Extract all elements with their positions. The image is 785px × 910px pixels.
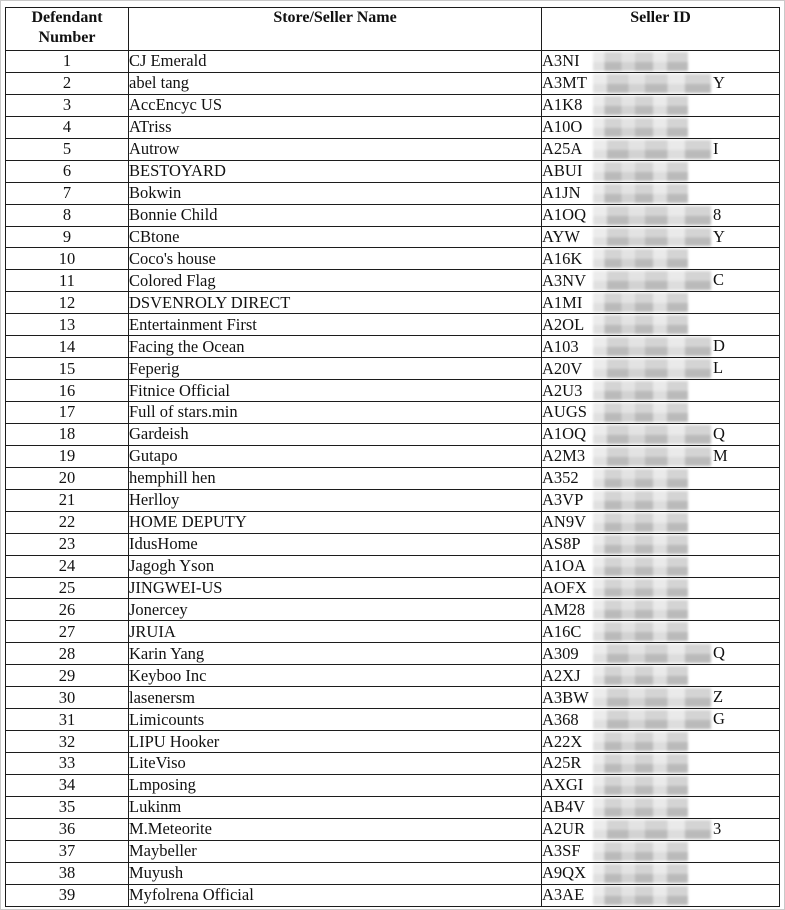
store-seller-name: HOME DEPUTY: [129, 511, 542, 533]
seller-id-visible: A3NI: [542, 51, 580, 71]
defendants-table: [5, 7, 780, 907]
redaction-blur: [593, 535, 688, 554]
table-row: [6, 314, 780, 336]
redaction-blur: [593, 403, 688, 422]
table-row: [6, 226, 780, 248]
defendant-number: 19: [6, 445, 129, 467]
seller-id-tail: 3: [713, 818, 722, 838]
seller-id-cell: [542, 840, 780, 862]
store-seller-name: JRUIA: [129, 621, 542, 643]
table-row: [6, 577, 780, 599]
store-seller-name: Entertainment First: [129, 314, 542, 336]
defendant-number: 37: [6, 840, 129, 862]
seller-id-cell: [542, 643, 780, 665]
seller-id-visible: AUGS: [542, 402, 587, 422]
header-store-seller-name: Store/Seller Name: [129, 8, 542, 51]
seller-id-visible: A309: [542, 643, 579, 663]
table-row: [6, 72, 780, 94]
table-row: [6, 884, 780, 906]
seller-id-cell: [542, 555, 780, 577]
table-row: [6, 665, 780, 687]
defendant-number: 29: [6, 665, 129, 687]
seller-id-tail: L: [713, 358, 724, 378]
seller-id-cell: [542, 51, 780, 73]
seller-id-cell: [542, 182, 780, 204]
seller-id-visible: A1MI: [542, 292, 583, 312]
store-seller-name: Gutapo: [129, 445, 542, 467]
seller-id-cell: [542, 423, 780, 445]
seller-id-visible: A103: [542, 336, 579, 356]
table-row: [6, 402, 780, 424]
seller-id-visible: A1JN: [542, 183, 581, 203]
store-seller-name: Jonercey: [129, 599, 542, 621]
seller-id-tail: 8: [713, 204, 722, 224]
seller-id-visible: AN9V: [542, 512, 586, 532]
redaction-blur: [593, 710, 711, 729]
defendant-number: 12: [6, 292, 129, 314]
seller-id-cell: [542, 489, 780, 511]
defendant-number: 16: [6, 380, 129, 402]
store-seller-name: JINGWEI-US: [129, 577, 542, 599]
redaction-blur: [593, 842, 688, 861]
redaction-blur: [593, 864, 688, 883]
store-seller-name: Colored Flag: [129, 270, 542, 292]
redaction-blur: [593, 754, 688, 773]
defendant-number: 36: [6, 818, 129, 840]
store-seller-name: ATriss: [129, 116, 542, 138]
seller-id-visible: A2XJ: [542, 665, 581, 685]
header-row: [6, 8, 780, 51]
table-row: [6, 380, 780, 402]
seller-id-visible: A3VP: [542, 490, 584, 510]
store-seller-name: Lukinm: [129, 796, 542, 818]
seller-id-visible: A22X: [542, 731, 583, 751]
seller-id-visible: A3AE: [542, 885, 585, 905]
store-seller-name: Bonnie Child: [129, 204, 542, 226]
seller-id-cell: [542, 862, 780, 884]
table-row: [6, 687, 780, 709]
redaction-blur: [593, 666, 688, 685]
seller-id-cell: [542, 511, 780, 533]
store-seller-name: Feperig: [129, 358, 542, 380]
seller-id-cell: [542, 72, 780, 94]
store-seller-name: Bokwin: [129, 182, 542, 204]
defendant-number: 27: [6, 621, 129, 643]
defendant-number: 39: [6, 884, 129, 906]
store-seller-name: hemphill hen: [129, 467, 542, 489]
seller-id-cell: [542, 621, 780, 643]
seller-id-visible: A2OL: [542, 314, 585, 334]
seller-id-tail: M: [713, 445, 728, 465]
table-body: [6, 51, 780, 907]
store-seller-name: Keyboo Inc: [129, 665, 542, 687]
seller-id-cell: [542, 884, 780, 906]
table-row: [6, 358, 780, 380]
redaction-blur: [593, 52, 688, 71]
redaction-blur: [593, 140, 711, 159]
defendant-number: 35: [6, 796, 129, 818]
redaction-blur: [593, 271, 711, 290]
store-seller-name: Gardeish: [129, 423, 542, 445]
redaction-blur: [593, 96, 688, 115]
defendant-number: 23: [6, 533, 129, 555]
defendant-number: 25: [6, 577, 129, 599]
table-row: [6, 182, 780, 204]
redaction-blur: [593, 622, 688, 641]
defendant-number: 31: [6, 709, 129, 731]
defendant-number: 7: [6, 182, 129, 204]
table-row: [6, 818, 780, 840]
seller-id-cell: [542, 160, 780, 182]
redaction-blur: [593, 228, 711, 247]
seller-id-visible: A10O: [542, 117, 583, 137]
defendant-number: 30: [6, 687, 129, 709]
defendant-number: 34: [6, 774, 129, 796]
defendant-number: 13: [6, 314, 129, 336]
seller-id-tail: G: [713, 709, 725, 729]
seller-id-tail: Y: [713, 226, 725, 246]
seller-id-cell: [542, 116, 780, 138]
seller-id-visible: ABUI: [542, 161, 583, 181]
store-seller-name: BESTOYARD: [129, 160, 542, 182]
seller-id-visible: AYW: [542, 226, 580, 246]
store-seller-name: Autrow: [129, 138, 542, 160]
seller-id-tail: Z: [713, 687, 724, 707]
seller-id-visible: A368: [542, 709, 579, 729]
seller-id-cell: [542, 292, 780, 314]
table-row: [6, 753, 780, 775]
defendant-number: 2: [6, 72, 129, 94]
table-row: [6, 796, 780, 818]
table-row: [6, 709, 780, 731]
seller-id-visible: A3BW: [542, 687, 589, 707]
seller-id-visible: AB4V: [542, 797, 586, 817]
table-row: [6, 270, 780, 292]
table-row: [6, 555, 780, 577]
redaction-blur: [593, 337, 711, 356]
store-seller-name: CBtone: [129, 226, 542, 248]
seller-id-visible: A3MT: [542, 73, 587, 93]
table-row: [6, 643, 780, 665]
store-seller-name: DSVENROLY DIRECT: [129, 292, 542, 314]
defendant-number: 21: [6, 489, 129, 511]
seller-id-cell: [542, 402, 780, 424]
table-row: [6, 94, 780, 116]
defendant-number: 33: [6, 753, 129, 775]
seller-id-visible: A16K: [542, 248, 583, 268]
seller-id-cell: [542, 94, 780, 116]
store-seller-name: Muyush: [129, 862, 542, 884]
store-seller-name: Limicounts: [129, 709, 542, 731]
seller-id-cell: [542, 204, 780, 226]
redaction-blur: [593, 381, 688, 400]
seller-id-cell: [542, 665, 780, 687]
defendant-number: 38: [6, 862, 129, 884]
store-seller-name: Facing the Ocean: [129, 336, 542, 358]
store-seller-name: Karin Yang: [129, 643, 542, 665]
defendant-number: 32: [6, 731, 129, 753]
store-seller-name: CJ Emerald: [129, 51, 542, 73]
seller-id-tail: Y: [713, 72, 725, 92]
defendant-number: 17: [6, 402, 129, 424]
defendant-number: 3: [6, 94, 129, 116]
seller-id-tail: D: [713, 336, 725, 356]
table-row: [6, 292, 780, 314]
defendant-number: 11: [6, 270, 129, 292]
defendant-number: 6: [6, 160, 129, 182]
header-seller-id: Seller ID: [542, 8, 780, 51]
defendant-number: 1: [6, 51, 129, 73]
seller-id-visible: A1OA: [542, 556, 586, 576]
seller-id-cell: [542, 709, 780, 731]
store-seller-name: Full of stars.min: [129, 402, 542, 424]
seller-id-cell: [542, 226, 780, 248]
redaction-blur: [593, 886, 688, 905]
store-seller-name: lasenersm: [129, 687, 542, 709]
seller-id-cell: [542, 533, 780, 555]
table-row: [6, 533, 780, 555]
table-row: [6, 467, 780, 489]
seller-id-visible: A1OQ: [542, 424, 586, 444]
defendant-number: 24: [6, 555, 129, 577]
store-seller-name: Fitnice Official: [129, 380, 542, 402]
table-row: [6, 248, 780, 270]
redaction-blur: [593, 644, 711, 663]
seller-id-tail: Q: [713, 423, 725, 443]
table-row: [6, 489, 780, 511]
seller-id-visible: A25R: [542, 753, 582, 773]
store-seller-name: Lmposing: [129, 774, 542, 796]
table-row: [6, 731, 780, 753]
table-row: [6, 511, 780, 533]
redaction-blur: [593, 359, 711, 378]
store-seller-name: LIPU Hooker: [129, 731, 542, 753]
defendant-number: 5: [6, 138, 129, 160]
seller-id-visible: A20V: [542, 358, 583, 378]
seller-id-visible: A9QX: [542, 863, 586, 883]
seller-id-visible: A3NV: [542, 270, 586, 290]
seller-id-visible: A3SF: [542, 841, 581, 861]
seller-id-tail: I: [713, 138, 719, 158]
seller-id-cell: [542, 445, 780, 467]
table-row: [6, 336, 780, 358]
table-row: [6, 116, 780, 138]
table-row: [6, 599, 780, 621]
table-row: [6, 774, 780, 796]
redaction-blur: [593, 776, 688, 795]
defendant-number: 9: [6, 226, 129, 248]
seller-id-cell: [542, 336, 780, 358]
header-defendant-number: Defendant Number: [6, 8, 129, 51]
table-row: [6, 445, 780, 467]
redaction-blur: [593, 315, 688, 334]
seller-id-cell: [542, 467, 780, 489]
redaction-blur: [593, 162, 688, 181]
redaction-blur: [593, 469, 688, 488]
seller-id-cell: [542, 796, 780, 818]
seller-id-cell: [542, 248, 780, 270]
seller-id-cell: [542, 774, 780, 796]
defendant-number: 15: [6, 358, 129, 380]
table-row: [6, 862, 780, 884]
redaction-blur: [593, 118, 688, 137]
seller-id-cell: [542, 358, 780, 380]
seller-id-visible: AXGI: [542, 775, 584, 795]
defendant-number: 10: [6, 248, 129, 270]
defendant-number: 20: [6, 467, 129, 489]
redaction-blur: [593, 688, 711, 707]
redaction-blur: [593, 184, 688, 203]
defendant-number: 18: [6, 423, 129, 445]
table-row: [6, 51, 780, 73]
seller-id-visible: A2M3: [542, 446, 586, 466]
store-seller-name: Herlloy: [129, 489, 542, 511]
store-seller-name: IdusHome: [129, 533, 542, 555]
redaction-blur: [593, 557, 688, 576]
redaction-blur: [593, 732, 688, 751]
defendant-number: 22: [6, 511, 129, 533]
seller-id-cell: [542, 753, 780, 775]
seller-id-cell: [542, 818, 780, 840]
defendant-number: 26: [6, 599, 129, 621]
seller-id-visible: A352: [542, 468, 579, 488]
seller-id-visible: A2U3: [542, 380, 583, 400]
seller-id-cell: [542, 270, 780, 292]
store-seller-name: Maybeller: [129, 840, 542, 862]
table-header: [6, 8, 780, 51]
seller-id-cell: [542, 380, 780, 402]
redaction-blur: [593, 600, 688, 619]
seller-id-visible: A16C: [542, 621, 582, 641]
seller-id-cell: [542, 577, 780, 599]
redaction-blur: [593, 798, 688, 817]
seller-id-visible: A25A: [542, 139, 583, 159]
seller-id-visible: AS8P: [542, 534, 581, 554]
redaction-blur: [593, 579, 688, 598]
redaction-blur: [593, 425, 711, 444]
seller-id-visible: AOFX: [542, 577, 587, 597]
table-row: [6, 160, 780, 182]
store-seller-name: Myfolrena Official: [129, 884, 542, 906]
seller-id-cell: [542, 138, 780, 160]
store-seller-name: abel tang: [129, 72, 542, 94]
seller-id-cell: [542, 687, 780, 709]
defendant-number: 14: [6, 336, 129, 358]
seller-id-cell: [542, 314, 780, 336]
store-seller-name: LiteViso: [129, 753, 542, 775]
table-row: [6, 840, 780, 862]
table-row: [6, 138, 780, 160]
defendant-number: 28: [6, 643, 129, 665]
store-seller-name: M.Meteorite: [129, 818, 542, 840]
redaction-blur: [593, 513, 688, 532]
seller-id-visible: A2UR: [542, 819, 586, 839]
redaction-blur: [593, 491, 688, 510]
table-row: [6, 423, 780, 445]
redaction-blur: [593, 293, 688, 312]
redaction-blur: [593, 249, 688, 268]
redaction-blur: [593, 820, 711, 839]
redaction-blur: [593, 447, 711, 466]
store-seller-name: AccEncyc US: [129, 94, 542, 116]
seller-id-cell: [542, 599, 780, 621]
redaction-blur: [593, 74, 711, 93]
seller-id-tail: C: [713, 270, 725, 290]
table-row: [6, 621, 780, 643]
defendant-number: 4: [6, 116, 129, 138]
table-row: [6, 204, 780, 226]
redaction-blur: [593, 206, 711, 225]
seller-id-visible: AM28: [542, 599, 586, 619]
store-seller-name: Coco's house: [129, 248, 542, 270]
seller-id-visible: A1OQ: [542, 205, 586, 225]
seller-id-visible: A1K8: [542, 95, 583, 115]
store-seller-name: Jagogh Yson: [129, 555, 542, 577]
seller-id-cell: [542, 731, 780, 753]
defendant-number: 8: [6, 204, 129, 226]
seller-id-tail: Q: [713, 643, 725, 663]
